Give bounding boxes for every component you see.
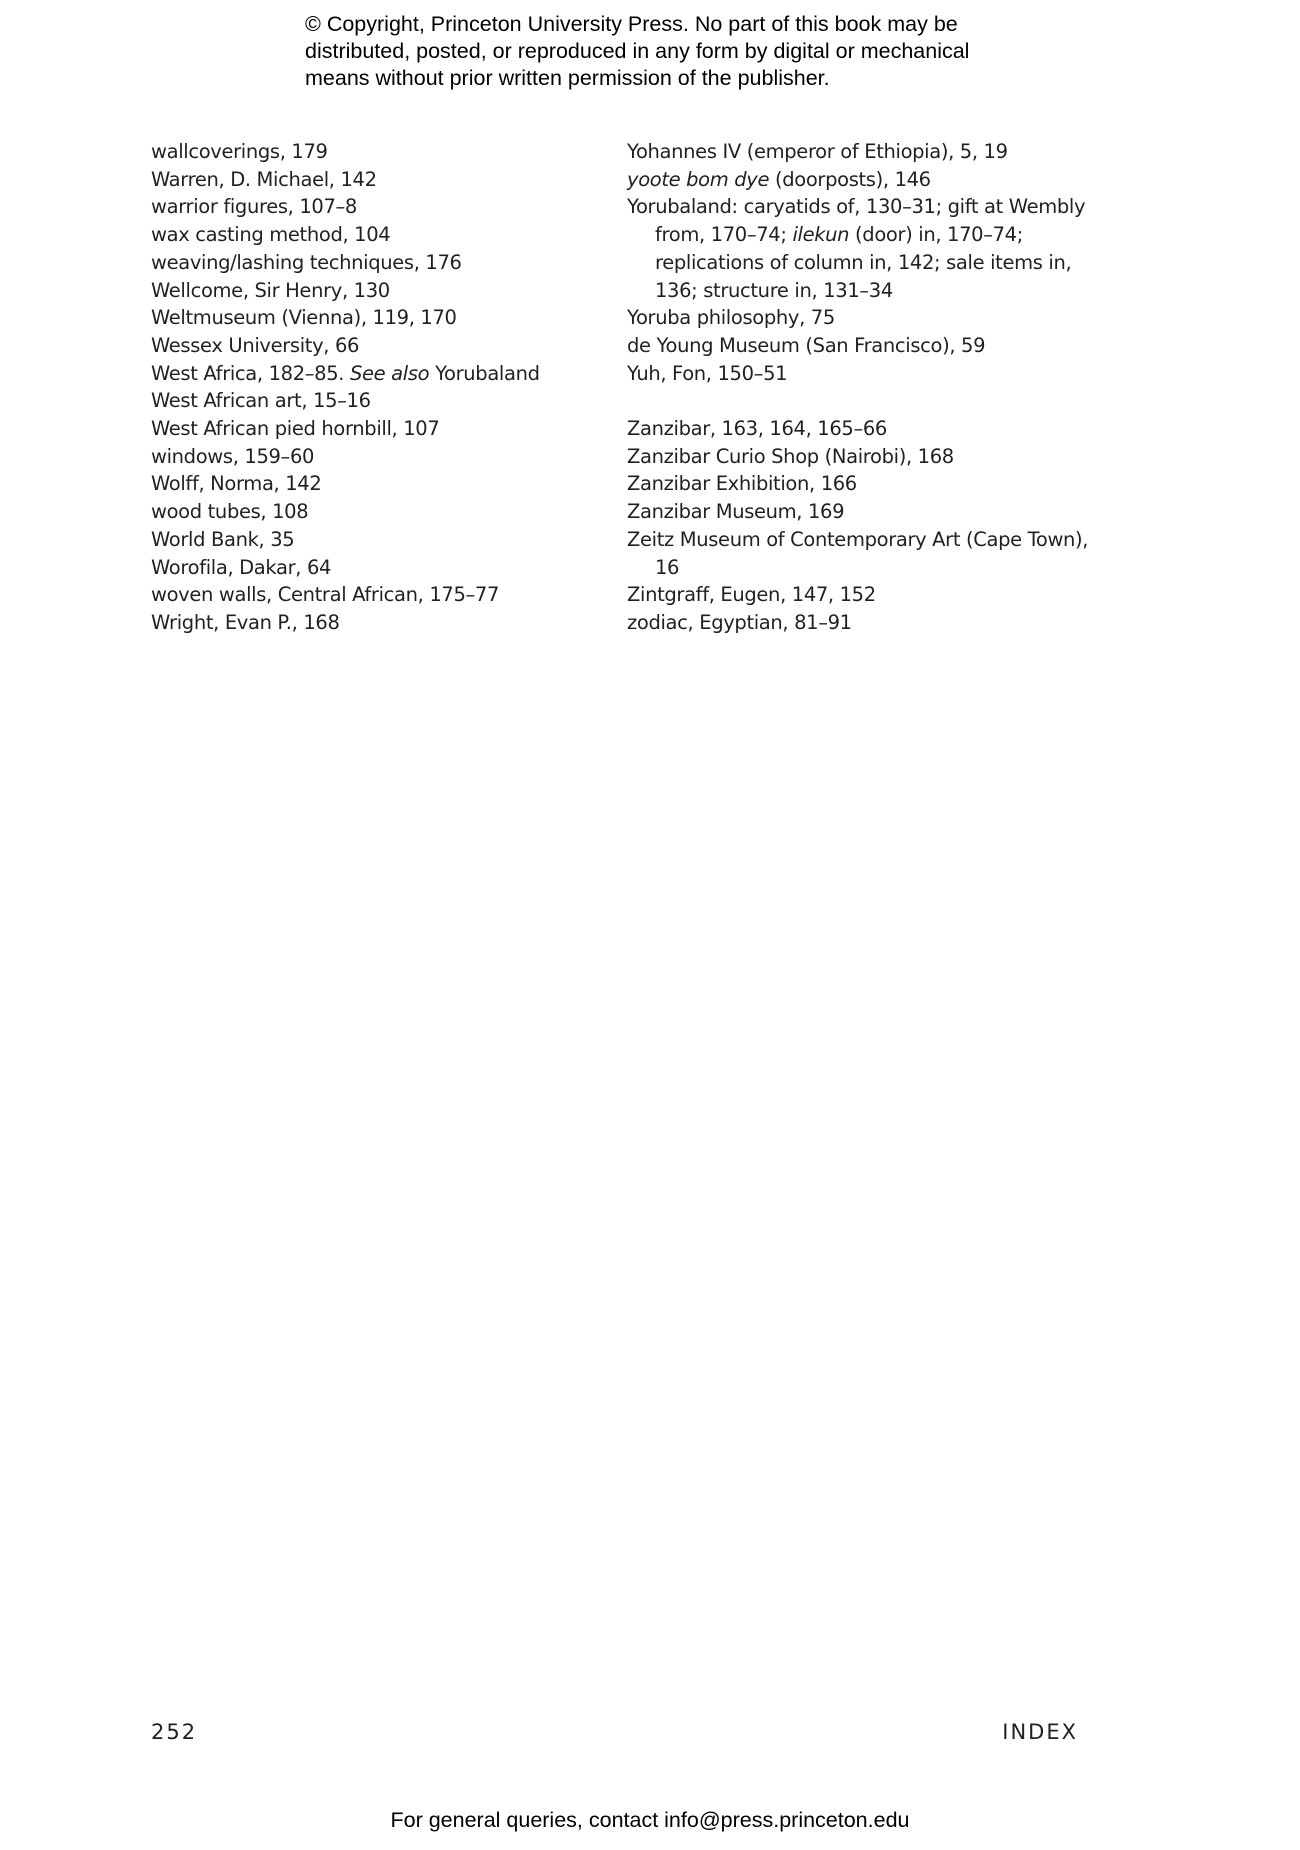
index-entry-zintgraff: Zintgraff, Eugen, 147, 152 xyxy=(627,583,876,607)
yorubaland-line-3: replications of column in, 142; sale items in, xyxy=(655,250,1072,274)
zeitz-line-1: Zeitz Museum of Contemporary Art (Cape Town), xyxy=(627,527,1089,551)
index-entry-zodiac: zodiac, Egyptian, 81–91 xyxy=(627,610,852,634)
copyright-line-2: distributed, posted, or reproduced in any form by digital or mechanical xyxy=(305,39,970,63)
index-entry: World Bank, 35 xyxy=(151,527,295,551)
see-also-label: See also xyxy=(349,361,430,385)
cross-reference: Yorubaland xyxy=(429,361,540,385)
index-entry: woven walls, Central African, 175–77 xyxy=(151,583,500,607)
index-entry-yuh: Yuh, Fon, 150–51 xyxy=(627,361,788,385)
copyright-notice xyxy=(305,11,1065,92)
yorubaland-line-2b: (door) in, 170–74; xyxy=(849,223,1023,247)
index-entry: wax casting method, 104 xyxy=(151,223,391,247)
index-entry: West African art, 15–16 xyxy=(151,389,371,413)
contact-footer: For general queries, contact info@press.princeton.edu xyxy=(390,1808,910,1832)
index-entry-west-africa xyxy=(151,360,591,388)
index-entry: weaving/lashing techniques, 176 xyxy=(151,250,462,274)
index-entry-yoote xyxy=(627,166,1097,194)
copyright-line-1: © Copyright, Princeton University Press. No part of this book may be xyxy=(305,12,958,36)
index-entry: Warren, D. Michael, 142 xyxy=(151,167,377,191)
yorubaland-line-4: 136; structure in, 131–34 xyxy=(655,278,893,302)
index-column-right xyxy=(627,138,1097,637)
index-entry: Zanzibar Museum, 169 xyxy=(627,500,845,524)
index-entry: Worofila, Dakar, 64 xyxy=(151,555,332,579)
index-entry: West African pied hornbill, 107 xyxy=(151,417,440,441)
index-entry: Wellcome, Sir Henry, 130 xyxy=(151,278,390,302)
index-entry: wallcoverings, 179 xyxy=(151,140,328,163)
index-entry: Zanzibar, 163, 164, 165–66 xyxy=(627,417,887,441)
index-entry-yorubaland xyxy=(627,193,1097,304)
entry-term-italic: yoote bom dye xyxy=(627,167,770,191)
yorubaland-term-italic: ilekun xyxy=(792,223,850,247)
yorubaland-line-1: Yorubaland: caryatids of, 130–31; gift at Wembly xyxy=(627,195,1086,219)
index-column-left xyxy=(151,138,591,637)
page-number: 252 xyxy=(151,1720,198,1744)
index-entry-zeitz xyxy=(627,526,1097,581)
zeitz-line-2: 16 xyxy=(655,555,680,579)
index-entry: wood tubes, 108 xyxy=(151,500,309,524)
index-entry: Weltmuseum (Vienna), 119, 170 xyxy=(151,306,457,330)
index-entry: Zanzibar Exhibition, 166 xyxy=(627,472,857,496)
index-entry: Wolff, Norma, 142 xyxy=(151,472,322,496)
entry-main-text: West Africa, 182–85. xyxy=(151,361,350,385)
index-entry: Wessex University, 66 xyxy=(151,333,360,357)
index-entry: warrior figures, 107–8 xyxy=(151,195,357,219)
index-entry-de-young: de Young Museum (San Francisco), 59 xyxy=(627,333,986,357)
letter-group-gap xyxy=(627,387,1097,415)
entry-rest: (doorposts), 146 xyxy=(769,167,931,191)
copyright-line-3: means without prior written permission of the publisher. xyxy=(305,66,830,90)
index-entry-yohannes: Yohannes IV (emperor of Ethiopia), 5, 19 xyxy=(627,140,1008,163)
index-entry-yoruba-philosophy: Yoruba philosophy, 75 xyxy=(627,306,835,330)
index-entry: windows, 159–60 xyxy=(151,444,315,468)
yorubaland-line-2a: from, 170–74; xyxy=(655,223,793,247)
index-entry: Zanzibar Curio Shop (Nairobi), 168 xyxy=(627,444,954,468)
index-entry: Wright, Evan P., 168 xyxy=(151,610,340,634)
running-head: INDEX xyxy=(1002,1720,1078,1744)
